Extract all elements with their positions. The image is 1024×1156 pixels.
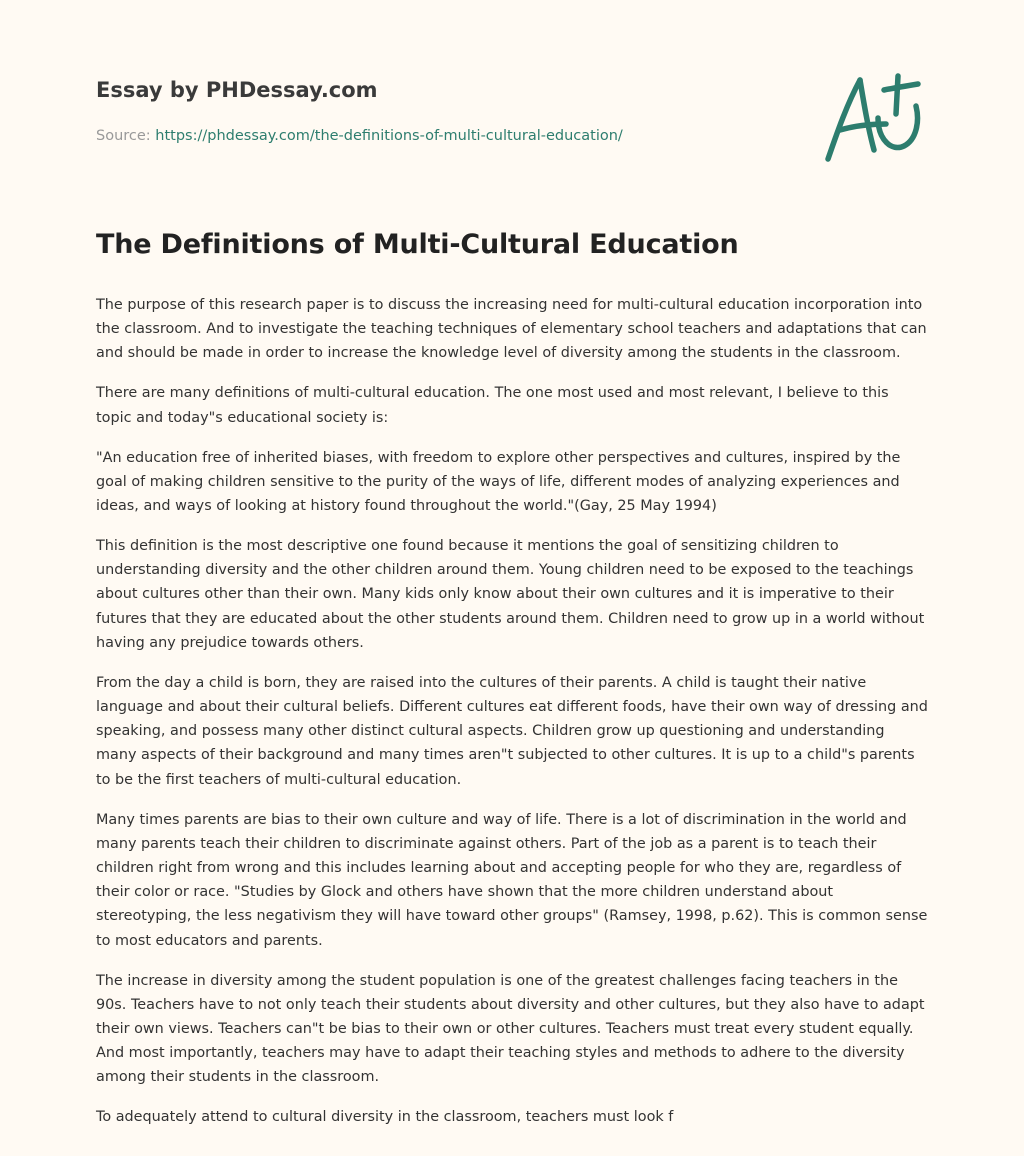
source-link[interactable]: https://phdessay.com/the-definitions-of-multi-cultural-education/ — [155, 128, 623, 144]
essay-paragraph: The increase in diversity among the student population is one of the greatest challenges facing teachers in the 90s. Teachers have to not only teach their students about diversity and other cultures, but they also have to adapt their own views. Teachers can"t be bias to their own or other cultures. Teachers must treat every student equally. And most importantly, teachers may have to adapt their teaching styles and methods to adhere to the diversity among their students in the classroom. — [96, 972, 925, 1086]
essay-paragraph: The purpose of this research paper is to discuss the increasing need for multi-cultural education incorporation into the classroom. And to investigate the teaching techniques of elementary school teachers and adaptations that can and should be made in order to increase the knowledge level of diversity among the students in the classroom. — [96, 297, 927, 362]
page-header — [96, 76, 796, 146]
essay-body — [96, 293, 928, 1130]
essay-paragraph: Many times parents are bias to their own culture and way of life. There is a lot of discrimination in the world and many parents teach their children to discriminate against others. Part of the job as a parent is to teach their children right from wrong and this includes learning about and accepting people for who they are, regardless of their color or race. "Studies by Glock and others have shown that the more children understand about stereotyping, the less negativism they will have toward other groups" (Ramsey, 1998, p.62). This is common sense to most educators and parents. — [96, 811, 928, 949]
essay-paragraph: This definition is the most descriptive one found because it mentions the goal of sensitizing children to understanding diversity and the other children around them. Young children need to be exposed to the teachings about cultures other than their own. Many kids only know about their own cultures and it is imperative to their futures that they are educated about the other students around them. Children need to grow up in a world without having any prejudice towards others. — [96, 538, 925, 651]
source-label: Source: — [96, 128, 156, 144]
essay-paragraph: "An education free of inherited biases, with freedom to explore other perspectives and cultures, inspired by the goal of making children sensitive to the purity of the ways of life, different modes of analyzing experiences and ideas, and ways of looking at history found throughout the world."(Gay, 25 May 1994) — [96, 449, 901, 515]
essay-article — [96, 222, 928, 1145]
essay-paragraph: From the day a child is born, they are raised into the cultures of their parents. A child is taught their native language and about their cultural beliefs. Different cultures eat different foods, have their own way of dressing and speaking, and possess many other distinct cultural aspects. Children grow up questioning and understanding many aspects of their background and many times aren"t subjected to other cultures. It is up to a child"s parents to be the first teachers of multi-cultural education. — [96, 674, 928, 788]
essay-title: The Definitions of Multi-Cultural Education — [96, 229, 739, 260]
a-plus-logo-svg — [818, 66, 930, 166]
source-line — [96, 126, 796, 146]
essay-paragraph: To adequately attend to cultural diversity in the classroom, teachers must look f — [96, 1109, 674, 1126]
a-plus-logo-icon — [818, 66, 930, 166]
essay-paragraph: There are many definitions of multi-cultural education. The one most used and most relevant, I believe to this topic and today"s educational society is: — [96, 385, 889, 426]
site-title: Essay by PHDessay.com — [96, 78, 378, 102]
